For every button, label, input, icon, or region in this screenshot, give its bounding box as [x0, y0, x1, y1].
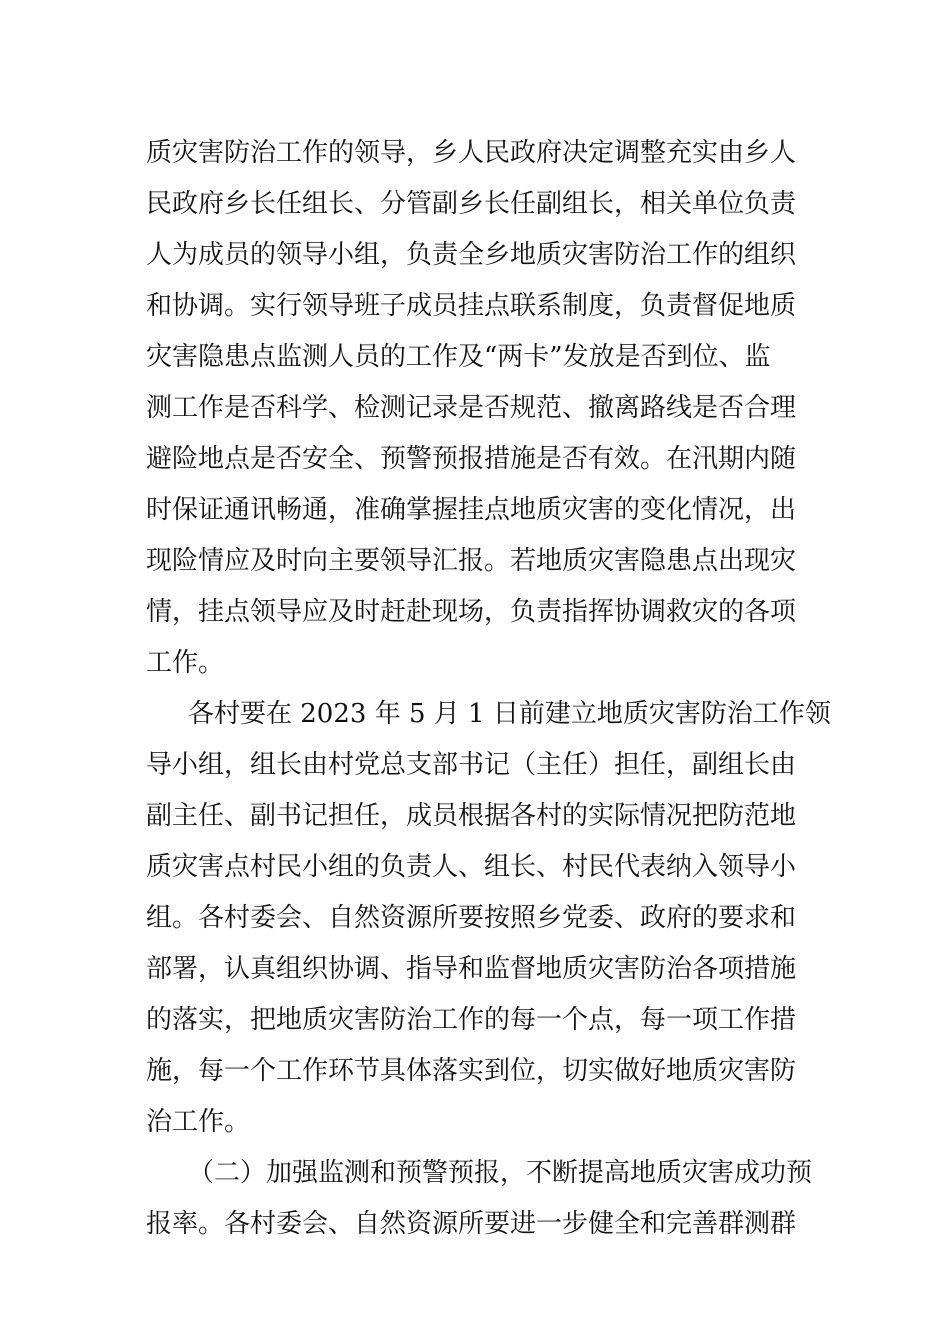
text-line: 的落实，把地质灾害防治工作的每一个点，每一项工作措: [146, 1005, 797, 1035]
text-line: 质灾害点村民小组的负责人、组长、村民代表纳入领导小: [146, 852, 797, 882]
text-line: 灾害隐患点监测人员的工作及“两卡”发放是否到位、监: [146, 342, 771, 372]
document-body: [146, 128, 831, 1250]
text-line: 民政府乡长任组长、分管副乡长任副组长，相关单位负责: [146, 189, 797, 219]
text-line: 施，每一个工作环节具体落实到位，切实做好地质灾害防: [146, 1056, 797, 1086]
text-line: 测工作是否科学、检测记录是否规范、撤离路线是否合理: [146, 393, 797, 423]
text-line: 部署，认真组织协调、指导和监督地质灾害防治各项措施: [146, 954, 797, 984]
text-line: 和协调。实行领导班子成员挂点联系制度，负责督促地质: [146, 291, 797, 321]
paragraph-leadership-group: [146, 128, 806, 689]
text-line: 各村要在 2023 年 5 月 1 日前建立地质灾害防治工作领: [188, 699, 831, 729]
text-line: 人为成员的领导小组，负责全乡地质灾害防治工作的组织: [146, 240, 797, 270]
text-line: 组。各村委会、自然资源所要按照乡党委、政府的要求和: [146, 903, 797, 933]
text-line: 质灾害防治工作的领导，乡人民政府决定调整充实由乡人: [146, 138, 797, 168]
text-line: 时保证通讯畅通，准确掌握挂点地质灾害的变化情况，出: [146, 495, 797, 525]
text-line: 避险地点是否安全、预警预报措施是否有效。在汛期内随: [146, 444, 797, 474]
text-line: 治工作。: [146, 1107, 251, 1137]
paragraph-monitoring-warning: [146, 1148, 813, 1250]
paragraph-village-groups: [146, 689, 831, 1148]
text-line: （二）加强监测和预警预报，不断提高地质灾害成功预: [188, 1158, 813, 1188]
text-line: 情，挂点领导应及时赶赴现场，负责指挥协调救灾的各项: [146, 597, 797, 627]
text-line: 工作。: [146, 648, 225, 678]
text-line: 副主任、副书记担任，成员根据各村的实际情况把防范地: [146, 801, 797, 831]
text-line: 导小组，组长由村党总支部书记（主任）担任，副组长由: [146, 750, 797, 780]
text-line: 报率。各村委会、自然资源所要进一步健全和完善群测群: [146, 1209, 797, 1239]
text-line: 现险情应及时向主要领导汇报。若地质灾害隐患点出现灾: [146, 546, 797, 576]
